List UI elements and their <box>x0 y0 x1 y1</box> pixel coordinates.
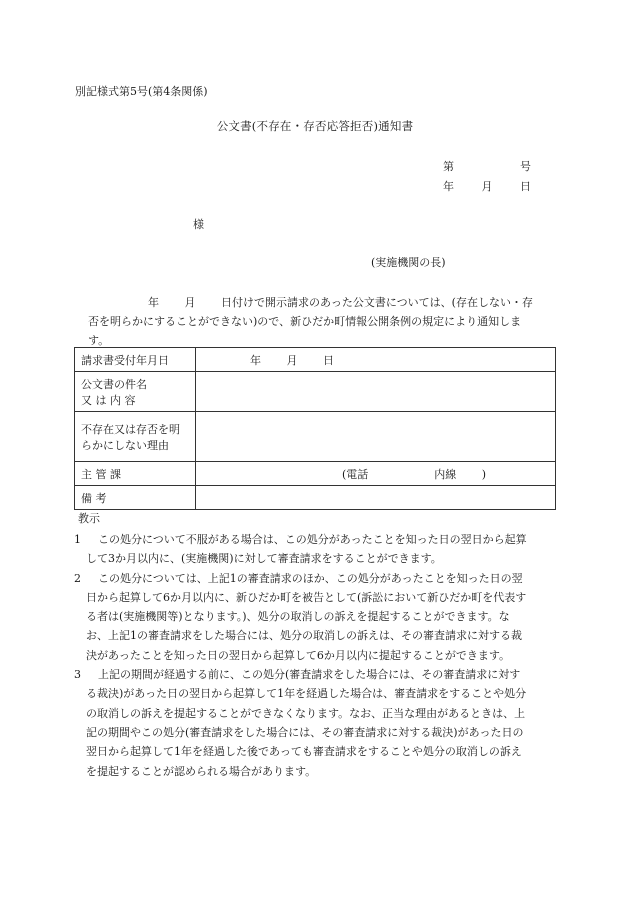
notice-line: の取消しの訴えを提起することができなくなります。なお、正当な理由があるときは、上 <box>86 706 526 720</box>
body-line: す。 <box>88 334 110 347</box>
doc-number-suffix: 号 <box>520 160 531 173</box>
notice-line: 翌日から起算して1年を経過した後であっても審査請求をすることや処分の取消しの訴え <box>86 745 522 759</box>
body-paragraph <box>88 293 558 350</box>
notice-number: 1 <box>74 533 81 546</box>
notice-number: 3 <box>74 668 81 682</box>
doc-number-prefix: 第 <box>443 160 454 173</box>
notice-line: 記の期間やこの処分(審査請求をした場合には、その審査請求に対する裁決)があった日の <box>86 725 524 739</box>
notice-line: この処分について不服がある場合は、この処分があったことを知った日の翌日から起算 <box>98 533 527 546</box>
document-number <box>443 161 531 172</box>
notice-list <box>74 530 564 781</box>
notice-heading: 教示 <box>78 512 100 525</box>
department-label: 主 管 課 <box>75 462 196 486</box>
table-row-receipt-date <box>75 348 556 372</box>
table-row-reason <box>75 412 556 462</box>
notice-line: 決があったことを知った日の翌日から起算して6か月以内に提起することができます。 <box>86 648 511 662</box>
notice-line: 上記の期間が経過する前に、この処分(審査請求をした場合には、その審査請求に対す <box>98 668 521 682</box>
notice-line: る裁決)があった日の翌日から起算して1年を経過した場合は、審査請求をすることや処分 <box>86 687 527 701</box>
department-value: (電話 内線 ) <box>196 462 556 486</box>
notice-line: 日から起算して6か月以内に、新ひだか町を被告として(訴訟において新ひだか町を代表す <box>86 590 527 604</box>
table-row-remarks <box>75 486 556 510</box>
remarks-value <box>196 486 556 510</box>
document-date <box>443 181 531 192</box>
notice-info-table <box>74 347 556 510</box>
form-label: 別記様式第5号(第4条関係) <box>75 85 208 98</box>
doc-date-year: 年 <box>443 180 454 193</box>
receipt-date-value: 年 月 日 <box>196 348 556 372</box>
document-title-value <box>196 372 556 412</box>
notice-number: 2 <box>74 571 81 585</box>
notice-line: この処分については、上記1の審査請求のほか、この処分があったことを知った日の翌 <box>98 571 523 585</box>
receipt-date-label: 請求書受付年月日 <box>75 348 196 372</box>
issuer-name: (実施機関の長) <box>371 256 446 269</box>
table-row-document-title <box>75 372 556 412</box>
notice-item <box>74 530 564 569</box>
notice-line: して3か月以内に、(実施機関)に対して審査請求をすることができます。 <box>86 552 442 566</box>
body-line: 年 月 日付けで開示請求のあった公文書については、(存在しない・存 <box>148 296 533 309</box>
document-title-label: 公文書の件名 又 は 内 容 <box>75 372 196 412</box>
reason-value <box>196 412 556 462</box>
notice-line: る者は(実施機関等)となります。)、処分の取消しの訴えを提起することができます。な <box>86 610 510 624</box>
addressee-suffix: 様 <box>193 218 204 231</box>
table-row-department <box>75 462 556 486</box>
doc-date-day: 日 <box>520 180 531 193</box>
remarks-label: 備 考 <box>75 486 196 510</box>
notice-item <box>74 665 564 781</box>
notice-line: お、上記1の審査請求をした場合には、処分の取消しの訴えは、その審査請求に対する裁 <box>86 629 522 643</box>
doc-date-month: 月 <box>481 180 493 193</box>
notice-item <box>74 569 564 665</box>
body-line: 否を明らかにすることができない)ので、新ひだか町情報公開条例の規定により通知しま <box>88 315 522 328</box>
page-title: 公文書(不存在・存否応答拒否)通知書 <box>216 119 414 133</box>
reason-label: 不存在又は存否を明 らかにしない理由 <box>75 412 196 462</box>
notice-line: を提起することが認められる場合があります。 <box>86 764 317 778</box>
